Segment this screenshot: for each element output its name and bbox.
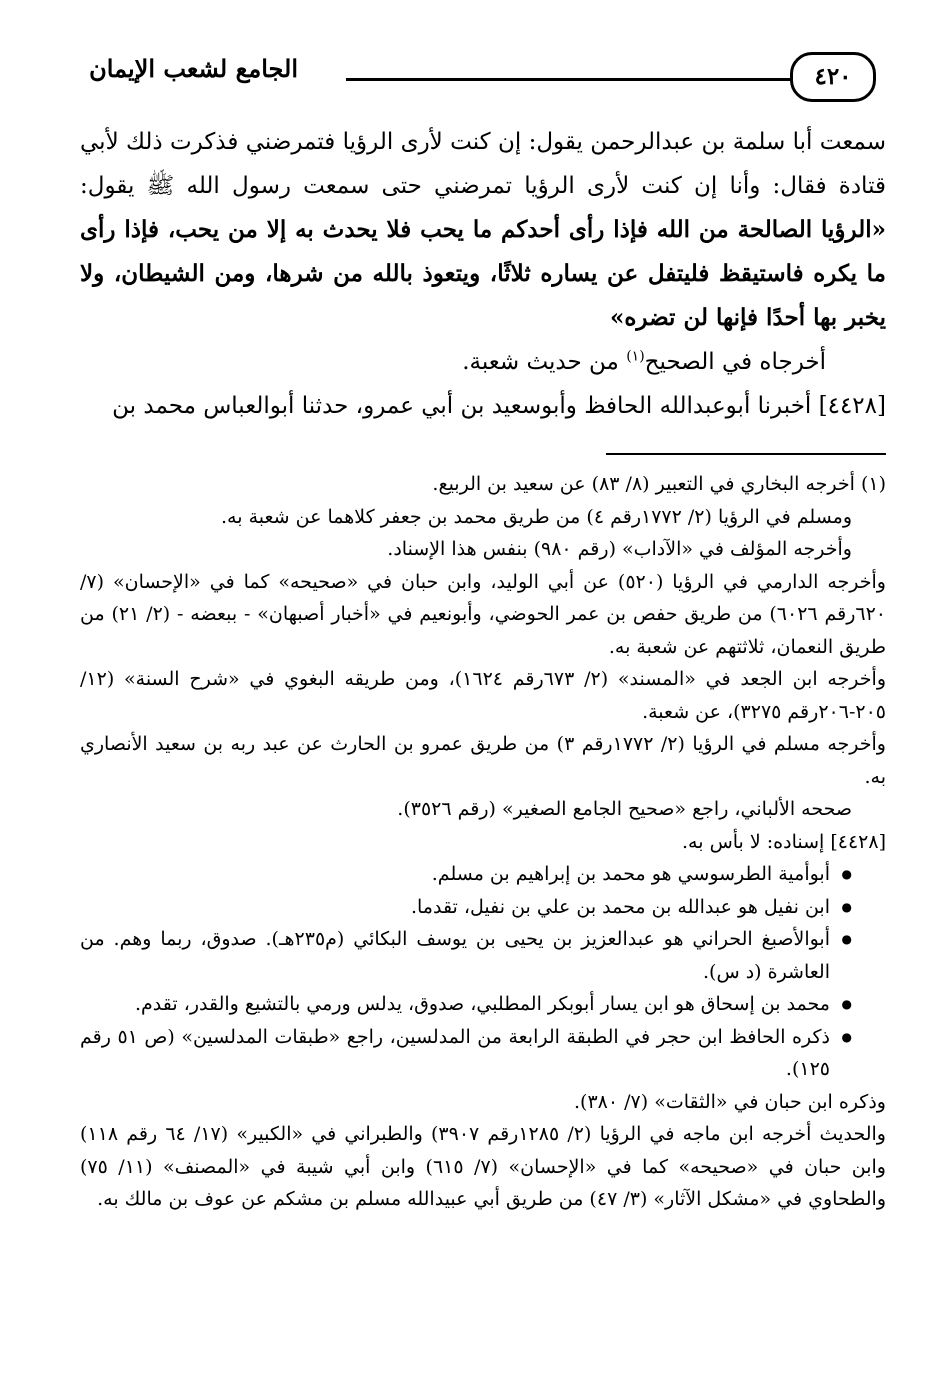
book-title: الجامع لشعب الإيمان [89,54,298,83]
narrator-item: ● أبوأمية الطرسوسي هو محمد بن إبراهيم بن مسلم. [80,858,852,891]
main-text [80,120,886,428]
footnote-1-line-2: ومسلم في الرؤيا (٢/ ١٧٧٢رقم ٤) من طريق محمد بن جعفر كلاهما عن شعبة به. [221,505,852,528]
takhrij-text: أخرجاه في الصحيح [644,349,826,375]
narrator-item: ● ابن نفيل هو عبدالله بن محمد بن علي بن نفيل، تقدما. [80,891,852,924]
page-number: ٤٢٠ [790,52,876,102]
footnote-1-line-5: وأخرجه ابن الجعد في «المسند» (٢/ ٦٧٣رقم ١٦٢٤)، ومن طريقه البغوي في «شرح السنة» (١٢/ ٢٠٥-٢٠٦رقم ٣٢٧٥)، عن شعبة. [80,668,886,723]
isnad-heading: [٤٤٢٨] إسناده: لا بأس به. [682,830,886,853]
narrator-item: ● ذكره الحافظ ابن حجر في الطبقة الرابعة من المدلسين، راجع «طبقات المدلسين» (ص ٥١ رقم ١٢٥). [80,1021,852,1086]
footnote-1-line-4: وأخرجه الدارمي في الرؤيا (٥٢٠) عن أبي الوليد، وابن حبان في «صحيحه» كما في «الإحسان» (٧/ ٦٢٠رقم ٦٠٢٦) من طريق حفص بن عمر الحوضي، وأبونعيم في «أخبار أصبهان» - ببعضه - (٢/ ٢١) من طريق النعمان، ثلاثتهم عن شعبة به. [80,570,886,658]
footnote-1-line-3: وأخرجه المؤلف في «الآداب» (رقم ٩٨٠) بنفس هذا الإسناد. [387,538,852,560]
footnote-1-line-7: صححه الألباني، راجع «صحيح الجامع الصغير» (رقم ٣٥٢٦). [397,798,852,820]
main-paragraph-2 [80,340,886,384]
isnad-start-text: أخبرنا أبوعبدالله الحافظ وأبوسعيد بن أبي عمرو، حدثنا أبوالعباس محمد بن [112,393,819,419]
hadith-number: [٤٤٢٨] [818,393,886,419]
narrator-list [80,858,886,1086]
narration-text: سمعت أبا سلمة بن عبدالرحمن يقول: إن كنت لأرى الرؤيا فتمرضني فذكرت ذلك لأبي قتادة فقال: وأنا إن كنت لأرى الرؤيا تمرضني حتى سمعت رسول الله ﷺ يقول: [80,129,886,199]
footnote-after-bullets-1: وذكره ابن حبان في «الثقات» (٧/ ٣٨٠). [574,1090,886,1113]
main-paragraph-1 [80,120,886,340]
footnote-1-line-6: وأخرجه مسلم في الرؤيا (٢/ ١٧٧٢رقم ٣) من طريق عمرو بن الحارث عن عبد ربه بن سعيد الأنصاري به. [80,733,886,788]
hadith-text: «الرؤيا الصالحة من الله فإذا رأى أحدكم ما يحب فلا يحدث به إلا من يحب، فإذا رأى ما يكره فاستيقظ فليتفل عن يساره ثلاثًا، ويتعوذ بالله من شرها، ومن الشيطان، ولا يخبر بها أحدًا فإنها لن تضره» [80,216,886,331]
takhrij-text-end: من حديث شعبة. [462,349,627,375]
narrator-item: ● أبوالأصبغ الحراني هو عبدالعزيز بن يحيى بن يوسف البكائي (م٢٣٥هـ). صدوق، ربما وهم. من العاشرة (د س). [80,923,852,988]
footnotes [80,468,886,1216]
main-paragraph-3 [80,384,886,428]
footnote-after-bullets-2: والحديث أخرجه ابن ماجه في الرؤيا (٢/ ١٢٨٥رقم ٣٩٠٧) والطبراني في «الكبير» (١٧/ ٦٤ رقم ١١٨) وابن حبان في «صحيحه» كما في «الإحسان» (٧/ ٦١٥) وابن أبي شيبة في «المصنف» (١١/ ٧٥) والطحاوي في «مشكل الآثار» (٣/ ٤٧) من طريق أبي عبيدالله مسلم بن مشكم عن عوف بن مالك به. [80,1123,886,1210]
narrator-item: ● محمد بن إسحاق هو ابن يسار أبوبكر المطلبي، صدوق، يدلس ورمي بالتشيع والقدر، تقدم. [80,988,852,1021]
footnote-separator [606,453,886,455]
footnote-1-line-1: (١) أخرجه البخاري في التعبير (٨/ ٨٣) عن سعيد بن الربيع. [432,473,886,495]
page-header [78,38,862,112]
footnote-reference: (١) [626,348,645,365]
